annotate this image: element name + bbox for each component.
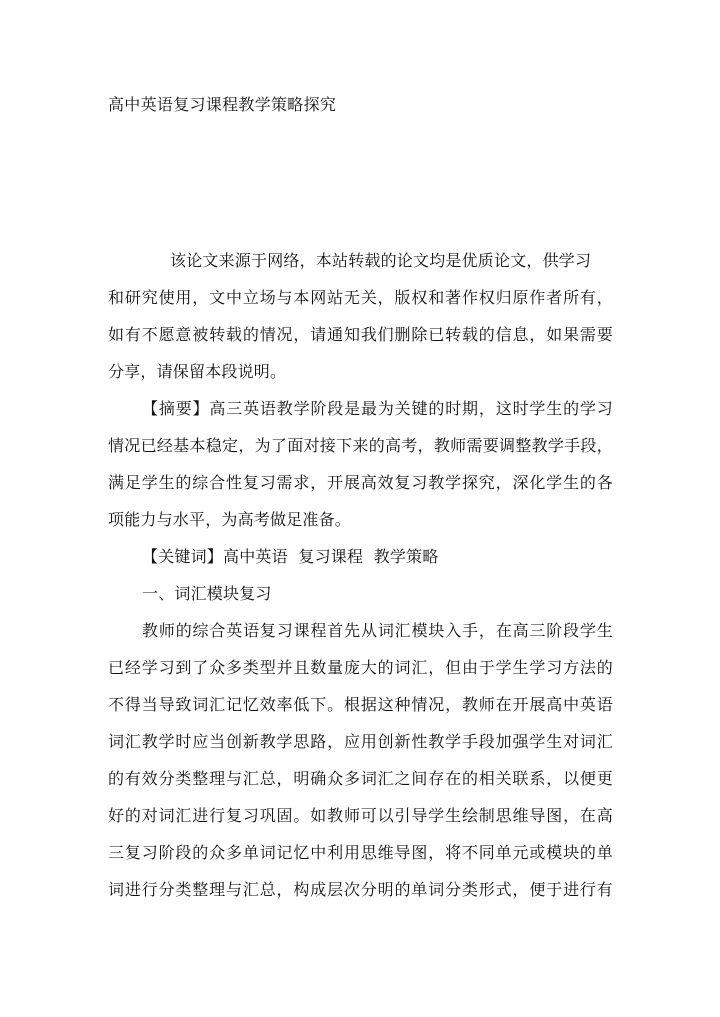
abstract-line: 项能力与水平，为高考做足准备。 <box>108 510 352 529</box>
document-title: 高中英语复习课程教学策略探究 <box>108 95 337 114</box>
body-line: 不得当导致词汇记忆效率低下。根据这种情况，教师在开展高中英语 <box>108 695 613 714</box>
abstract-line: 【摘要】高三英语教学阶段是最为关键的时期，这时学生的学习 <box>142 399 613 418</box>
section-heading: 一、词汇模块复习 <box>142 584 272 603</box>
paragraph-line: 分享，请保留本段说明。 <box>108 362 287 381</box>
body-line: 教师的综合英语复习课程首先从词汇模块入手，在高三阶段学生 <box>142 621 613 640</box>
paragraph-line: 该论文来源于网络，本站转载的论文均是优质论文，供学习 <box>170 251 592 270</box>
body-line: 的有效分类整理与汇总，明确众多词汇之间存在的相关联系，以便更 <box>108 769 613 788</box>
paragraph-line: 如有不愿意被转载的情况，请通知我们删除已转载的信息，如果需要 <box>108 325 613 344</box>
body-line: 已经学习到了众多类型并且数量庞大的词汇，但由于学生学习方法的 <box>108 658 613 677</box>
abstract-line: 满足学生的综合性复习需求，开展高效复习教学探究，深化学生的各 <box>108 473 613 492</box>
body-line: 好的对词汇进行复习巩固。如教师可以引导学生绘制思维导图，在高 <box>108 806 613 825</box>
body-line: 词进行分类整理与汇总，构成层次分明的单词分类形式，便于进行有 <box>108 880 613 899</box>
body-line: 三复习阶段的众多单词记忆中利用思维导图，将不同单元或模块的单 <box>108 843 613 862</box>
body-line: 词汇教学时应当创新教学思路，应用创新性教学手段加强学生对词汇 <box>108 732 613 751</box>
abstract-line: 情况已经基本稳定，为了面对接下来的高考，教师需要调整教学手段， <box>108 436 613 455</box>
paragraph-line: 和研究使用，文中立场与本网站无关，版权和著作权归原作者所有， <box>108 288 613 307</box>
keywords-line: 【关键词】高中英语 复习课程 教学策略 <box>142 547 439 566</box>
